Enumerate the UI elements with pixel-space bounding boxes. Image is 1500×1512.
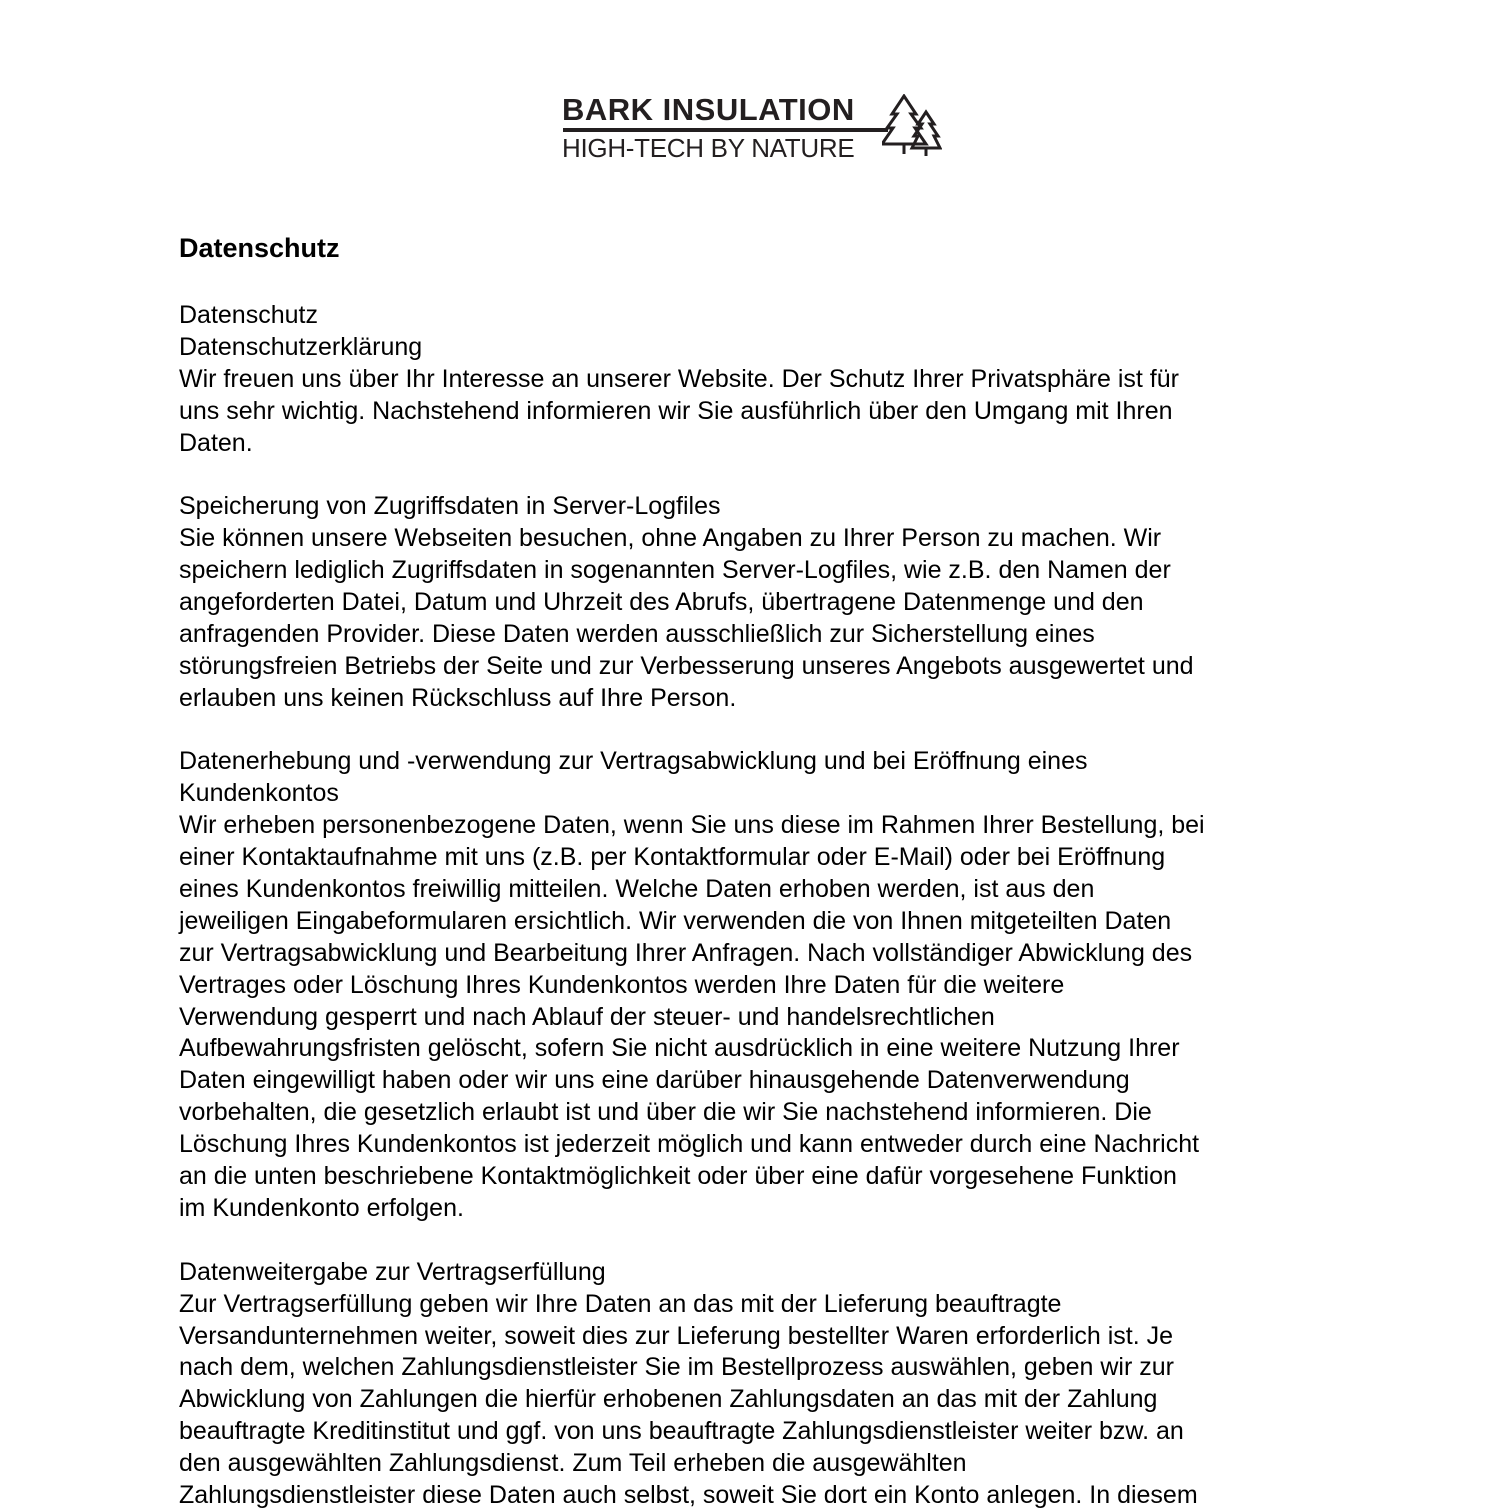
- document-body: [179, 300, 1379, 1512]
- text-line: vorbehalten, die gesetzlich erlaubt ist und über die wir Sie nachstehend informieren. Die: [179, 1098, 1152, 1127]
- text-line: Datenschutzerklärung: [179, 332, 423, 361]
- logo-divider: [563, 128, 888, 132]
- text-line: Datenweitergabe zur Vertragserfüllung: [179, 1257, 606, 1286]
- text-line: Daten.: [179, 428, 253, 457]
- text-line: Abwicklung von Zahlungen die hierfür erhobenen Zahlungsdaten an das mit der Zahlung: [179, 1385, 1158, 1414]
- text-line: Zur Vertragserfüllung geben wir Ihre Daten an das mit der Lieferung beauftragte: [179, 1289, 1062, 1318]
- text-line: einer Kontaktaufnahme mit uns (z.B. per Kontaktformular oder E-Mail) oder bei Eröffnung: [179, 843, 1166, 872]
- tree-icon: [882, 94, 942, 158]
- text-line: Wir freuen uns über Ihr Interesse an unserer Website. Der Schutz Ihrer Privatsphäre ist für: [179, 364, 1179, 393]
- text-line: Versandunternehmen weiter, soweit dies zur Lieferung bestellter Waren erforderlich ist. Je: [179, 1321, 1174, 1350]
- text-line: Datenerhebung und -verwendung zur Vertragsabwicklung und bei Eröffnung eines: [179, 747, 1088, 776]
- text-line: zur Vertragsabwicklung und Bearbeitung Ihrer Anfragen. Nach vollständiger Abwicklung des: [179, 938, 1193, 967]
- text-line: eines Kundenkontos freiwillig mitteilen. Welche Daten erhoben werden, ist aus den: [179, 875, 1095, 904]
- document-section: [179, 300, 1379, 459]
- document-section: [179, 1257, 1379, 1512]
- text-line: Daten eingewilligt haben oder wir uns eine darüber hinausgehende Datenverwendung: [179, 1066, 1130, 1095]
- text-line: im Kundenkonto erfolgen.: [179, 1193, 464, 1222]
- text-line: beauftragte Kreditinstitut und ggf. von uns beauftragte Zahlungsdienstleister weiter bzw. an: [179, 1417, 1184, 1446]
- page-title: Datenschutz: [179, 233, 340, 263]
- text-line: störungsfreien Betriebs der Seite und zur Verbesserung unseres Angebots ausgewertet und: [179, 651, 1194, 680]
- text-line: Wir erheben personenbezogene Daten, wenn Sie uns diese im Rahmen Ihrer Bestellung, bei: [179, 811, 1205, 840]
- logo-brand-name: BARK INSULATION: [562, 92, 855, 127]
- text-line: Sie können unsere Webseiten besuchen, ohne Angaben zu Ihrer Person zu machen. Wir: [179, 524, 1162, 553]
- company-logo: [560, 92, 940, 162]
- text-line: Kundenkontos: [179, 779, 339, 808]
- paragraph-gap: [179, 1225, 1379, 1257]
- text-line: den ausgewählten Zahlungsdienst. Zum Teil erheben die ausgewählten: [179, 1449, 967, 1478]
- text-line: Datenschutz: [179, 301, 318, 329]
- text-line: uns sehr wichtig. Nachstehend informieren wir Sie ausführlich über den Umgang mit Ihren: [179, 396, 1173, 425]
- text-line: jeweiligen Eingabeformularen ersichtlich. Wir verwenden die von Ihnen mitgeteilten Daten: [179, 906, 1172, 935]
- text-line: angeforderten Datei, Datum und Uhrzeit des Abrufs, übertragene Datenmenge und den: [179, 588, 1144, 617]
- text-line: Löschung Ihres Kundenkontos ist jederzeit möglich und kann entweder durch eine Nachricht: [179, 1130, 1200, 1159]
- paragraph-gap: [179, 715, 1379, 747]
- paragraph-gap: [179, 459, 1379, 491]
- text-line: Aufbewahrungsfristen gelöscht, sofern Sie nicht ausdrücklich in eine weitere Nutzung Ihrer: [179, 1034, 1180, 1063]
- text-line: erlauben uns keinen Rückschluss auf Ihre Person.: [179, 683, 737, 712]
- text-line: Vertrages oder Löschung Ihres Kundenkontos werden Ihre Daten für die weitere: [179, 970, 1065, 999]
- document-section: [179, 746, 1379, 1224]
- text-line: Verwendung gesperrt und nach Ablauf der steuer- und handelsrechtlichen: [179, 1002, 995, 1031]
- text-line: an die unten beschriebene Kontaktmöglichkeit oder über eine dafür vorgesehene Funktion: [179, 1162, 1177, 1191]
- text-line: Speicherung von Zugriffsdaten in Server-Logfiles: [179, 492, 721, 521]
- text-line: speichern lediglich Zugriffsdaten in sogenannten Server-Logfiles, wie z.B. den Namen der: [179, 556, 1171, 585]
- text-line: anfragenden Provider. Diese Daten werden ausschließlich zur Sicherstellung eines: [179, 619, 1095, 648]
- text-line: Zahlungsdienstleister diese Daten auch selbst, soweit Sie dort ein Konto anlegen. In diesem: [179, 1480, 1198, 1509]
- document-section: [179, 491, 1379, 714]
- text-line: nach dem, welchen Zahlungsdienstleister Sie im Bestellprozess auswählen, geben wir zur: [179, 1353, 1174, 1382]
- logo-tagline: HIGH-TECH BY NATURE: [562, 133, 855, 163]
